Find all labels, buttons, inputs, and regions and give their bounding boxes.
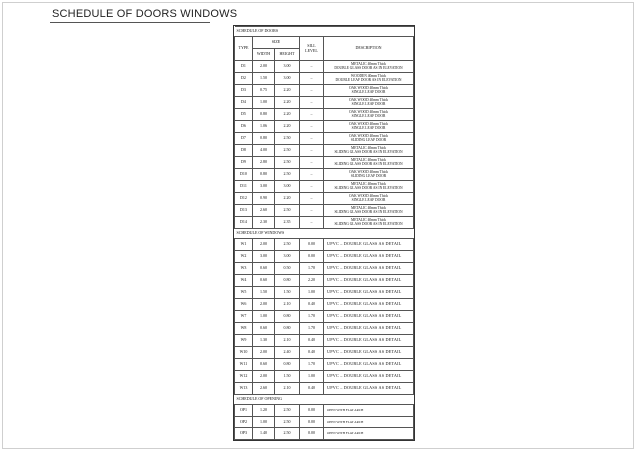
window-height: 2.10 <box>275 299 300 311</box>
door-desc-line1: METALIC 40mm Thick <box>351 61 386 66</box>
door-sill: – <box>300 157 324 169</box>
door-sill: – <box>300 205 324 217</box>
door-type: D9 <box>235 157 253 169</box>
door-desc-line2: SINGLE LEAF DOOR <box>351 197 386 202</box>
door-description <box>324 109 414 121</box>
window-type: W7 <box>235 311 253 323</box>
door-row <box>235 205 414 217</box>
opening-sill: 0.00 <box>300 428 324 440</box>
window-row <box>235 371 414 383</box>
window-width: 0.60 <box>253 323 275 335</box>
door-desc-line1: METALIC 40mm Thick <box>351 181 386 186</box>
door-type: D12 <box>235 193 253 205</box>
window-height: 0.50 <box>275 263 300 275</box>
door-row <box>235 61 414 73</box>
opening-height: 2.50 <box>275 428 300 440</box>
door-row <box>235 85 414 97</box>
opening-row <box>235 428 414 440</box>
window-width: 2.00 <box>253 299 275 311</box>
window-description: UPVC – DOUBLE GLASS AS DETAIL <box>324 359 414 371</box>
door-width: 2.30 <box>253 217 275 229</box>
window-height: 1.50 <box>275 371 300 383</box>
door-description <box>324 61 414 73</box>
door-height: 2.50 <box>275 133 300 145</box>
header-type: TYPE <box>235 37 253 61</box>
window-row <box>235 347 414 359</box>
door-desc-line2: SLIDING GLASS DOOR AS IN ELEVATION <box>334 149 403 154</box>
door-desc-line1: METALIC 40mm Thick <box>351 145 386 150</box>
door-description <box>324 217 414 229</box>
door-desc-line2: DOUBLE GLASS DOOR AS IN ELEVATION <box>334 65 403 70</box>
window-row <box>235 311 414 323</box>
door-width: 1.00 <box>253 97 275 109</box>
door-description <box>324 73 414 85</box>
door-sill: – <box>300 73 324 85</box>
window-sill: 1.70 <box>300 263 324 275</box>
door-desc-line2: SLIDING GLASS DOOR AS IN ELEVATION <box>334 185 403 190</box>
window-width: 0.60 <box>253 263 275 275</box>
door-sill: – <box>300 85 324 97</box>
door-sill: – <box>300 217 324 229</box>
window-sill: 1.70 <box>300 359 324 371</box>
door-desc-line2: SLIDING LEAF DOOR <box>350 173 387 178</box>
window-description: UPVC – DOUBLE GLASS AS DETAIL <box>324 275 414 287</box>
door-row <box>235 73 414 85</box>
door-height: 3.00 <box>275 61 300 73</box>
window-description: UPVC – DOUBLE GLASS AS DETAIL <box>324 251 414 263</box>
door-description <box>324 169 414 181</box>
door-description <box>324 205 414 217</box>
door-width: 0.80 <box>253 133 275 145</box>
door-type: D8 <box>235 145 253 157</box>
schedule-body <box>235 27 414 440</box>
door-desc-line2: SINGLE LEAF DOOR <box>351 125 386 130</box>
door-type: D6 <box>235 121 253 133</box>
opening-width: 1.40 <box>253 428 275 440</box>
window-type: W11 <box>235 359 253 371</box>
door-row <box>235 193 414 205</box>
window-sill: 0.00 <box>300 251 324 263</box>
door-desc-line2: SLIDING GLASS DOOR AS IN ELEVATION <box>334 221 403 226</box>
window-type: W8 <box>235 323 253 335</box>
window-height: 2.10 <box>275 335 300 347</box>
window-description: UPVC – DOUBLE GLASS AS DETAIL <box>324 239 414 251</box>
door-desc-line1: OAK WOOD 40mm Thick <box>348 109 389 114</box>
window-width: 2.00 <box>253 347 275 359</box>
window-description: UPVC – DOUBLE GLASS AS DETAIL <box>324 299 414 311</box>
window-type: W2 <box>235 251 253 263</box>
window-sill: 0.40 <box>300 299 324 311</box>
door-type: D14 <box>235 217 253 229</box>
door-type: D5 <box>235 109 253 121</box>
window-width: 2.00 <box>253 371 275 383</box>
window-height: 2.40 <box>275 347 300 359</box>
window-width: 3.00 <box>253 251 275 263</box>
doors-section-title: SCHEDULE OF DOORS <box>235 27 414 37</box>
window-type: W9 <box>235 335 253 347</box>
door-height: 2.35 <box>275 217 300 229</box>
door-description <box>324 97 414 109</box>
window-sill: 0.00 <box>300 239 324 251</box>
opening-description: OPEN WITH FLAT ARCH <box>324 416 414 428</box>
door-row <box>235 169 414 181</box>
opening-height: 2.50 <box>275 405 300 417</box>
window-type: W3 <box>235 263 253 275</box>
window-sill: 0.40 <box>300 335 324 347</box>
door-sill: – <box>300 145 324 157</box>
window-width: 1.50 <box>253 287 275 299</box>
door-row <box>235 217 414 229</box>
door-type: D1 <box>235 61 253 73</box>
door-height: 2.20 <box>275 85 300 97</box>
window-description: UPVC – DOUBLE GLASS AS DETAIL <box>324 335 414 347</box>
window-row <box>235 263 414 275</box>
opening-row <box>235 416 414 428</box>
door-description <box>324 133 414 145</box>
door-desc-line1: OAK WOOD 40mm Thick <box>348 133 389 138</box>
door-sill: – <box>300 133 324 145</box>
door-type: D4 <box>235 97 253 109</box>
door-height: 3.00 <box>275 181 300 193</box>
openings-section-title: SCHEDULE OF OPENING <box>235 395 414 405</box>
door-desc-line1: OAK WOOD 40mm Thick <box>348 121 389 126</box>
door-desc-line1: WOODEN 40mm Thick <box>350 73 387 78</box>
door-type: D2 <box>235 73 253 85</box>
door-width: 3.00 <box>253 181 275 193</box>
door-type: D3 <box>235 85 253 97</box>
window-row <box>235 359 414 371</box>
door-desc-line2: SINGLE LEAF DOOR <box>351 101 386 106</box>
opening-sill: 0.00 <box>300 405 324 417</box>
door-row <box>235 157 414 169</box>
window-sill: 0.40 <box>300 347 324 359</box>
title-underline <box>50 22 210 23</box>
window-type: W12 <box>235 371 253 383</box>
door-height: 2.50 <box>275 169 300 181</box>
window-type: W4 <box>235 275 253 287</box>
door-height: 2.20 <box>275 193 300 205</box>
door-sill: – <box>300 169 324 181</box>
window-width: 1.30 <box>253 335 275 347</box>
window-height: 0.80 <box>275 323 300 335</box>
header-description: DESCRIPTION <box>324 37 414 61</box>
door-desc-line1: METALIC 40mm Thick <box>351 217 386 222</box>
door-description <box>324 193 414 205</box>
door-height: 2.50 <box>275 145 300 157</box>
door-description <box>324 145 414 157</box>
window-sill: 2.20 <box>300 275 324 287</box>
door-width: 0.80 <box>253 109 275 121</box>
door-desc-line1: OAK WOOD 40mm Thick <box>348 169 389 174</box>
door-height: 3.00 <box>275 73 300 85</box>
window-description: UPVC – DOUBLE GLASS AS DETAIL <box>324 371 414 383</box>
header-sill-level: SILL LEVEL <box>300 37 324 61</box>
header-size: SIZE <box>253 37 300 49</box>
door-sill: – <box>300 193 324 205</box>
window-row <box>235 335 414 347</box>
window-height: 0.80 <box>275 275 300 287</box>
door-width: 4.00 <box>253 145 275 157</box>
door-type: D13 <box>235 205 253 217</box>
door-width: 2.00 <box>253 61 275 73</box>
door-desc-line2: DOUBLE LEAF DOOR AS IN ELEVATION <box>335 77 402 82</box>
door-type: D7 <box>235 133 253 145</box>
door-row <box>235 121 414 133</box>
window-sill: 1.00 <box>300 287 324 299</box>
door-row <box>235 97 414 109</box>
window-height: 2.50 <box>275 239 300 251</box>
window-height: 0.80 <box>275 311 300 323</box>
door-row <box>235 145 414 157</box>
window-row <box>235 287 414 299</box>
windows-section-title: SCHEDULE OF WINDOWS <box>235 229 414 239</box>
window-sill: 1.70 <box>300 323 324 335</box>
window-description: UPVC – DOUBLE GLASS AS DETAIL <box>324 323 414 335</box>
window-description: UPVC – DOUBLE GLASS AS DETAIL <box>324 263 414 275</box>
door-sill: – <box>300 109 324 121</box>
door-description <box>324 85 414 97</box>
window-width: 0.60 <box>253 275 275 287</box>
window-type: W10 <box>235 347 253 359</box>
window-height: 3.00 <box>275 251 300 263</box>
window-description: UPVC – DOUBLE GLASS AS DETAIL <box>324 383 414 395</box>
door-desc-line2: SINGLE LEAF DOOR <box>351 89 386 94</box>
opening-sill: 0.00 <box>300 416 324 428</box>
window-width: 1.00 <box>253 311 275 323</box>
opening-width: 1.20 <box>253 405 275 417</box>
door-type: D10 <box>235 169 253 181</box>
door-height: 2.20 <box>275 97 300 109</box>
window-height: 1.50 <box>275 287 300 299</box>
window-type: W1 <box>235 239 253 251</box>
door-height: 2.50 <box>275 205 300 217</box>
door-desc-line1: METALIC 40mm Thick <box>351 157 386 162</box>
door-height: 2.20 <box>275 121 300 133</box>
door-desc-line1: OAK WOOD 40mm Thick <box>348 193 389 198</box>
schedule-table <box>233 25 415 441</box>
window-row <box>235 251 414 263</box>
door-desc-line2: SLIDING GLASS DOOR AS IN ELEVATION <box>334 161 403 166</box>
door-desc-line1: OAK WOOD 40mm Thick <box>348 85 389 90</box>
window-width: 0.60 <box>253 359 275 371</box>
door-height: 2.50 <box>275 157 300 169</box>
window-row <box>235 299 414 311</box>
door-desc-line2: SINGLE LEAF DOOR <box>351 113 386 118</box>
window-description: UPVC – DOUBLE GLASS AS DETAIL <box>324 287 414 299</box>
door-sill: – <box>300 97 324 109</box>
window-height: 0.80 <box>275 359 300 371</box>
opening-type: OP3 <box>235 428 253 440</box>
window-description: UPVC – DOUBLE GLASS AS DETAIL <box>324 311 414 323</box>
door-description <box>324 181 414 193</box>
window-type: W13 <box>235 383 253 395</box>
door-row <box>235 181 414 193</box>
opening-type: OP1 <box>235 405 253 417</box>
window-type: W5 <box>235 287 253 299</box>
door-row <box>235 133 414 145</box>
header-width: WIDTH <box>253 49 275 61</box>
window-row <box>235 383 414 395</box>
door-desc-line2: SLIDING LEAF DOOR <box>350 137 387 142</box>
door-description <box>324 121 414 133</box>
door-desc-line1: OAK WOOD 40mm Thick <box>348 97 389 102</box>
window-description: UPVC – DOUBLE GLASS AS DETAIL <box>324 347 414 359</box>
door-width: 0.75 <box>253 85 275 97</box>
opening-height: 2.50 <box>275 416 300 428</box>
opening-description: OPEN WITH FLAT ARCH <box>324 405 414 417</box>
door-description <box>324 157 414 169</box>
window-type: W6 <box>235 299 253 311</box>
opening-width: 1.00 <box>253 416 275 428</box>
window-width: 2.00 <box>253 239 275 251</box>
window-width: 2.60 <box>253 383 275 395</box>
door-desc-line2: SLIDING GLASS DOOR AS IN ELEVATION <box>334 209 403 214</box>
header-height: HEIGHT <box>275 49 300 61</box>
window-sill: 1.00 <box>300 371 324 383</box>
door-sill: – <box>300 121 324 133</box>
door-width: 1.06 <box>253 121 275 133</box>
drawing-title: SCHEDULE OF DOORS WINDOWS <box>52 8 238 20</box>
window-row <box>235 323 414 335</box>
opening-type: OP2 <box>235 416 253 428</box>
door-sill: – <box>300 61 324 73</box>
door-width: 2.80 <box>253 157 275 169</box>
door-type: D11 <box>235 181 253 193</box>
window-sill: 1.70 <box>300 311 324 323</box>
window-sill: 0.40 <box>300 383 324 395</box>
window-row <box>235 275 414 287</box>
door-height: 2.20 <box>275 109 300 121</box>
door-sill: – <box>300 181 324 193</box>
door-width: 0.90 <box>253 193 275 205</box>
window-height: 2.10 <box>275 383 300 395</box>
window-row <box>235 239 414 251</box>
door-desc-line1: METALIC 40mm Thick <box>351 205 386 210</box>
door-width: 1.50 <box>253 73 275 85</box>
door-row <box>235 109 414 121</box>
door-width: 2.60 <box>253 205 275 217</box>
opening-row <box>235 405 414 417</box>
door-width: 0.80 <box>253 169 275 181</box>
opening-description: OPEN WITH FLAT ARCH <box>324 428 414 440</box>
